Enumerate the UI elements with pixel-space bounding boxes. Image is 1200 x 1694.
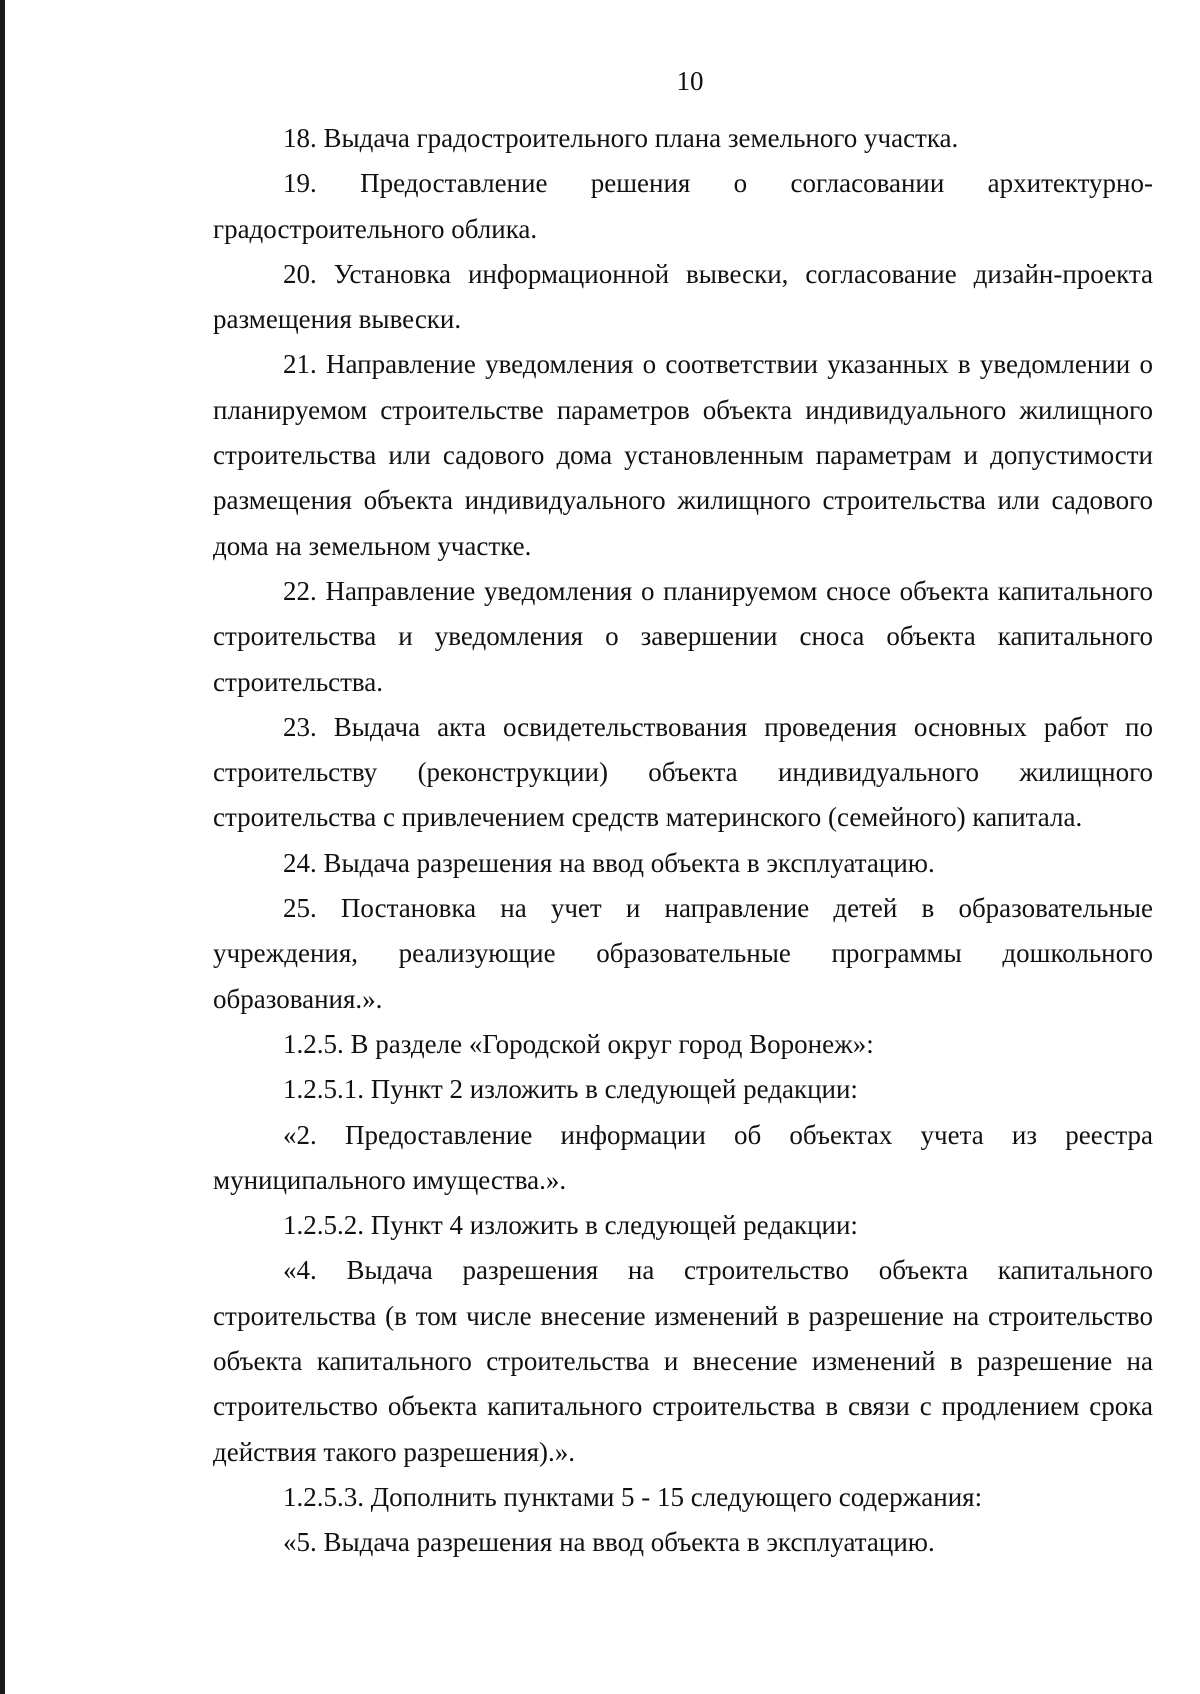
page-number: 10: [676, 66, 704, 96]
paragraph-23: 23. Выдача акта освидетельствования проведения основных работ по строительству (реконструкции) объекта индивидуального жилищного строительства с привлечением средств материнского (семейного) капитала.: [213, 711, 1153, 833]
scan-edge: [0, 0, 5, 1694]
paragraph-24: 24. Выдача разрешения на ввод объекта в эксплуатацию.: [283, 847, 935, 878]
paragraph-quote-2: «2. Предоставление информации об объектах учета из реестра муниципального имущества.».: [213, 1119, 1153, 1195]
paragraph-1-2-5-1: 1.2.5.1. Пункт 2 изложить в следующей редакции:: [283, 1074, 858, 1105]
paragraph-quote-4: «4. Выдача разрешения на строительство объекта капитального строительства (в том числе внесение изменений в разрешение на строительство объекта капитального строительства и внесение изменений в разрешение на строительство объекта капитального строительства в связи с продлением срока действия такого разрешения).».: [213, 1255, 1153, 1467]
paragraph-22: 22. Направление уведомления о планируемом сносе объекта капитального строительства и уведомления о завершении сноса объекта капитального строительства.: [213, 575, 1153, 697]
paragraph-25: 25. Постановка на учет и направление детей в образовательные учреждения, реализующие образовательные программы дошкольного образования.».: [213, 893, 1153, 1014]
paragraph-1-2-5: 1.2.5. В разделе «Городской округ город Воронеж»:: [283, 1028, 874, 1059]
paragraph-19: 19. Предоставление решения о согласовании архитектурно-градостроительного облика.: [213, 168, 1153, 244]
paragraph-quote-5: «5. Выдача разрешения на ввод объекта в эксплуатацию.: [283, 1527, 935, 1558]
paragraph-1-2-5-3: 1.2.5.3. Дополнить пунктами 5 - 15 следующего содержания:: [283, 1481, 983, 1512]
paragraph-1-2-5-2: 1.2.5.2. Пункт 4 изложить в следующей редакции:: [283, 1210, 858, 1241]
document-body: [213, 116, 1153, 1566]
paragraph-21: 21. Направление уведомления о соответствии указанных в уведомлении о планируемом строительстве параметров объекта индивидуального жилищного строительства или садового дома установленным параметрам и допустимости размещения объекта индивидуального жилищного строительства или садового дома на земельном участке.: [213, 349, 1153, 561]
paragraph-18: 18. Выдача градостроительного плана земельного участка.: [283, 123, 959, 153]
paragraph-20: 20. Установка информационной вывески, согласование дизайн-проекта размещения вывески.: [213, 258, 1153, 335]
